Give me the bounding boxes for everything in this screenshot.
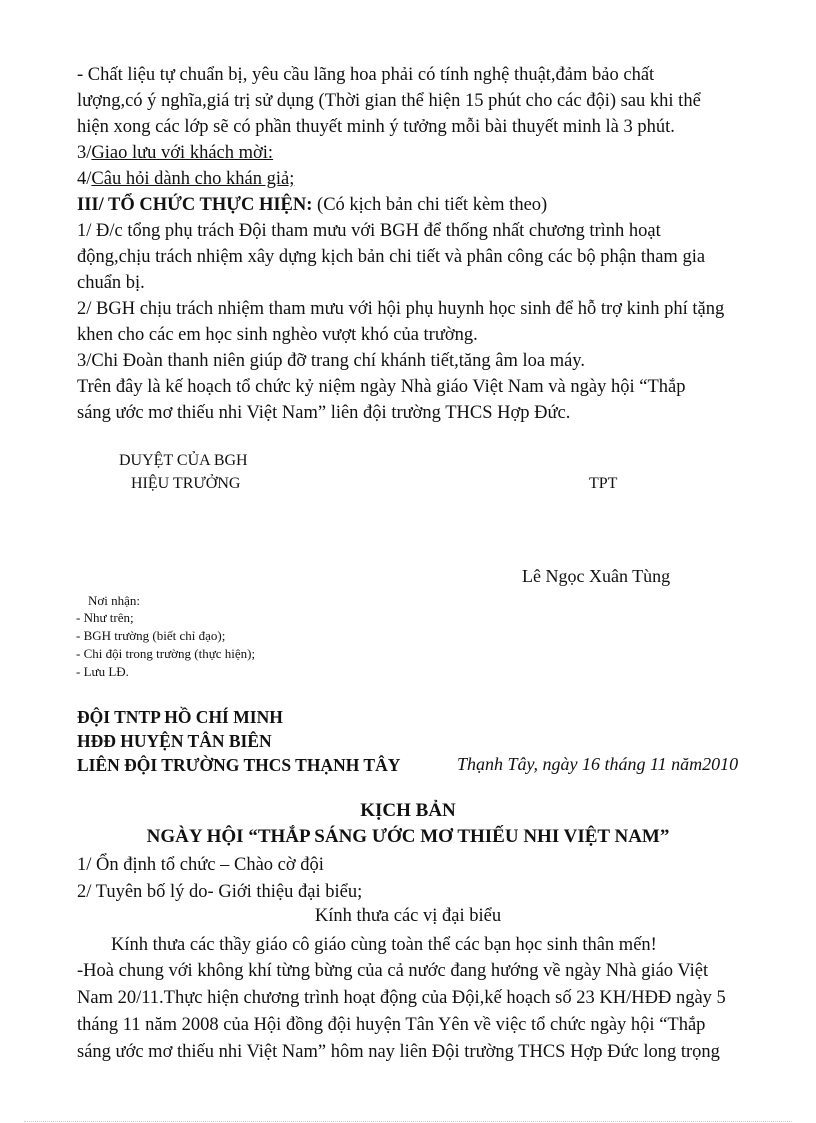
- item-number: 4/: [77, 169, 92, 189]
- body-text-line: tháng 11 năm 2008 của Hội đồng đội huyện Tân Yên về việc tổ chức ngày hội “Thắp: [77, 1015, 706, 1035]
- recipient-item: - BGH trường (biết chỉ đạo);: [76, 628, 226, 643]
- item-number: 3/: [77, 143, 92, 163]
- body-text-line: khen cho các em học sinh nghèo vượt khó của trường.: [77, 325, 478, 345]
- body-text-line: -Hoà chung với không khí từng bừng của cả nước đang hướng về ngày Nhà giáo Việt: [77, 961, 709, 981]
- body-text-line: Trên đây là kế hoạch tổ chức kỷ niệm ngày Nhà giáo Việt Nam và ngày hội “Thắp: [77, 377, 686, 397]
- approval-label: DUYỆT CỦA BGH: [119, 452, 248, 469]
- section-heading: [77, 192, 547, 218]
- org-line: ĐỘI TNTP HỒ CHÍ MINH: [77, 707, 283, 727]
- recipients-title: Nơi nhận:: [88, 593, 141, 608]
- recipient-item: - Chi đội trong trường (thực hiện);: [76, 646, 256, 661]
- body-text-line: hiện xong các lớp sẽ có phần thuyết minh ý tưởng mỗi bài thuyết minh là 3 phút.: [77, 117, 675, 137]
- tpt-label: TPT: [589, 475, 618, 492]
- section-title: III/ TỔ CHỨC THỰC HIỆN:: [77, 195, 313, 215]
- body-text-line: 3/Chi Đoàn thanh niên giúp đỡ trang chí khánh tiết,tăng âm loa máy.: [77, 351, 585, 371]
- greeting-line: Kính thưa các vị đại biểu: [314, 906, 502, 926]
- body-text-line: Nam 20/11.Thực hiện chương trình hoạt động của Đội,kế hoạch số 23 KH/HĐĐ ngày 5: [77, 988, 726, 1008]
- item-guest-exchange: [77, 140, 273, 166]
- recipient-item: - Như trên;: [76, 610, 134, 625]
- item-text: Giao lưu với khách mời:: [91, 143, 274, 163]
- org-line: LIÊN ĐỘI TRƯỜNG THCS THẠNH TÂY: [77, 755, 401, 775]
- item-audience-questions: [77, 166, 294, 192]
- body-text-line: 2/ BGH chịu trách nhiệm tham mưu với hội phụ huynh học sinh để hỗ trợ kinh phí tặng: [77, 299, 725, 319]
- body-text-line: sáng ước mơ thiếu nhi Việt Nam” hôm nay liên Đội trường THCS Hợp Đức long trọng: [77, 1042, 720, 1062]
- recipient-item: - Lưu LĐ.: [76, 664, 129, 679]
- body-text-line: 2/ Tuyên bố lý do- Giới thiệu đại biểu;: [77, 882, 363, 902]
- script-subtitle: NGÀY HỘI “THẮP SÁNG ƯỚC MƠ THIẾU NHI VIỆT NAM”: [146, 826, 670, 847]
- signer-name: Lê Ngọc Xuân Tùng: [522, 566, 671, 586]
- body-text-line: 1/ Đ/c tổng phụ trách Đội tham mưu với BGH để thống nhất chương trình hoạt: [77, 221, 661, 241]
- page-bottom-border: [24, 1121, 792, 1122]
- body-text-line: 1/ Ổn định tổ chức – Chào cờ đội: [77, 855, 324, 875]
- org-line: HĐĐ HUYỆN TÂN BIÊN: [77, 731, 272, 751]
- body-text-line: - Chất liệu tự chuẩn bị, yêu cầu lãng hoa phải có tính nghệ thuật,đảm bảo chất: [77, 65, 655, 85]
- body-text-line: lượng,có ý nghĩa,giá trị sử dụng (Thời gian thể hiện 15 phút cho các đội) sau khi thể: [77, 91, 701, 111]
- body-text-line: sáng ước mơ thiếu nhi Việt Nam” liên đội trường THCS Hợp Đức.: [77, 403, 571, 423]
- principal-label: HIỆU TRƯỞNG: [131, 475, 241, 492]
- item-text: Câu hỏi dành cho khán giả;: [91, 169, 295, 189]
- section-note: (Có kịch bản chi tiết kèm theo): [312, 195, 548, 215]
- greeting-line: Kính thưa các thầy giáo cô giáo cùng toàn thể các bạn học sinh thân mến!: [111, 935, 657, 955]
- script-title: KỊCH BẢN: [360, 800, 456, 821]
- body-text-line: động,chịu trách nhiệm xây dựng kịch bản chi tiết và phân công các bộ phận tham gia: [77, 247, 706, 267]
- body-text-line: chuẩn bị.: [77, 273, 145, 293]
- date-line: Thạnh Tây, ngày 16 tháng 11 năm2010: [457, 754, 739, 774]
